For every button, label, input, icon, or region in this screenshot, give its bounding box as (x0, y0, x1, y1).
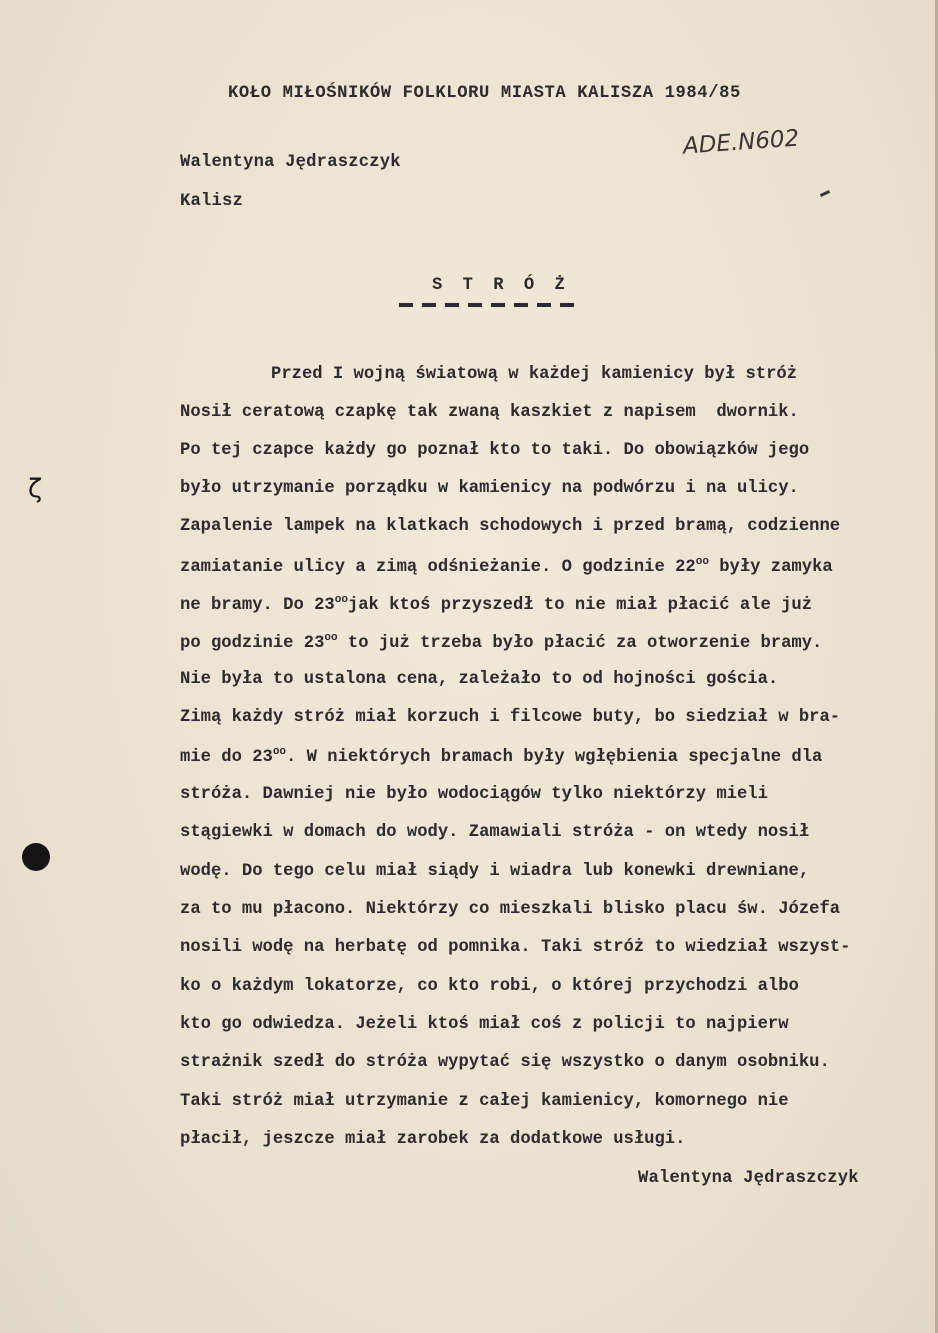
body-line: strażnik szedł do stróża wypytać się wszystko o danym osobniku. (180, 1053, 830, 1072)
superscript: oo (272, 746, 287, 758)
punch-hole (22, 843, 50, 871)
body-line: było utrzymanie porządku w kamienicy na podwórzu i na ulicy. (180, 479, 799, 498)
body-line: ko o każdym lokatorze, co kto robi, o której przychodzi albo (180, 977, 799, 996)
body-line-tail: jak ktoś przyszedł to nie miał płacić ale już (347, 596, 813, 615)
superscript: oo (334, 594, 348, 606)
body-line: Po tej czapce każdy go poznał kto to taki. Do obowiązków jego (180, 441, 810, 460)
body-line: Nosił ceratową czapkę tak zwaną kaszkiet z napisem dwornik. (180, 403, 799, 422)
body-line-text: zamiatanie ulicy a zimą odśnieżanie. O godzinie 22 (180, 558, 696, 577)
document-header: KOŁO MIŁOŚNIKÓW FOLKLORU MIASTA KALISZA 1984/85 (228, 84, 741, 103)
body-line: stągiewki w domach do wody. Zamawiali stróża - on wtedy nosił (180, 823, 810, 842)
body-line-tail: były zamyka (708, 558, 833, 577)
archive-handwritten-mark: ADE.N602 (682, 125, 801, 160)
title-underline (399, 303, 583, 307)
document-title: S T R Ó Ż (432, 276, 570, 295)
body-line-text: mie do 23 (180, 748, 273, 767)
body-line: Taki stróż miał utrzymanie z całej kamienicy, komornego nie (180, 1092, 789, 1111)
margin-mark-icon: ζ (28, 474, 43, 504)
body-line-text: ne bramy. Do 23 (180, 596, 335, 615)
body-line: płacił, jeszcze miał zarobek za dodatkowe usługi. (180, 1130, 686, 1149)
city-name: Kalisz (180, 192, 244, 211)
body-line: wodę. Do tego celu miał siądy i wiadra lub konewki drewniane, (180, 862, 810, 881)
body-line-with-superscript (180, 746, 822, 767)
body-line: nosili wodę na herbatę od pomnika. Taki stróż to wiedział wszyst- (180, 938, 851, 957)
body-line: za to mu płacono. Niektórzy co mieszkali blisko placu św. Józefa (180, 900, 841, 919)
body-line: Zimą każdy stróż miał korzuch i filcowe buty, bo siedział w bra- (180, 708, 841, 727)
superscript: oo (324, 632, 338, 644)
body-line-tail: to już trzeba było płacić za otworzenie bramy. (337, 634, 823, 653)
superscript: oo (695, 556, 709, 568)
signature: Walentyna Jędraszczyk (638, 1169, 859, 1188)
body-line: stróża. Dawniej nie było wodociągów tylko niektórzy mieli (180, 785, 768, 804)
body-line-with-superscript (180, 594, 812, 615)
body-line: kto go odwiedza. Jeżeli ktoś miał coś z policji to najpierw (180, 1015, 789, 1034)
body-line-with-superscript (180, 556, 833, 577)
body-line: Zapalenie lampek na klatkach schodowych i przed bramą, codzienne (180, 517, 841, 536)
author-name: Walentyna Jędraszczyk (180, 153, 401, 172)
handwritten-tick (820, 190, 830, 197)
body-line-text: po godzinie 23 (180, 634, 325, 653)
body-line: Przed I wojną światową w każdej kamienicy był stróż (271, 365, 798, 384)
body-line: Nie była to ustalona cena, zależało to od hojności gościa. (180, 670, 779, 689)
body-line-with-superscript (180, 632, 822, 653)
body-line-tail: . W niektórych bramach były wgłębienia specjalne dla (286, 748, 823, 767)
